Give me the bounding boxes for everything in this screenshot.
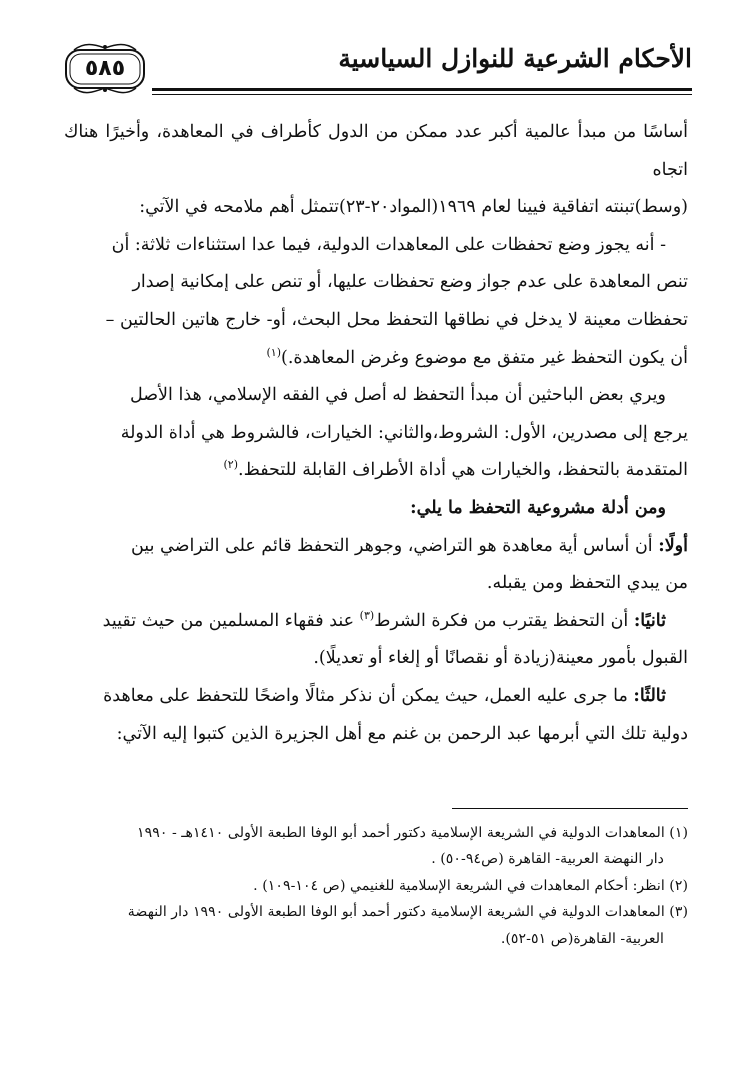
list-label: ثالثًا: [633, 685, 666, 706]
page-header [60, 38, 692, 100]
list-label: أولًا: [658, 535, 688, 556]
text-span: أن التحفظ يقترب من فكرة الشرط [374, 610, 634, 631]
text-line: ويري بعض الباحثين أن مبدأ التحفظ له أصل في الفقه الإسلامي، هذا الأصل [129, 385, 666, 406]
header-divider [152, 88, 692, 91]
text-line: أساسًا من مبدأ عالمية أكبر عدد ممكن من الدول كأطراف في المعاهدة، وأخيرًا هناك اتجاه [64, 122, 688, 180]
text-line: - أنه يجوز وضع تحفظات على المعاهدات الدولية، فيما عدا استثناءات ثلاثة: أن [111, 234, 666, 255]
footnote-ref: (٢) [223, 458, 239, 472]
footnote-continuation: دار النهضة العربية- القاهرة (ص٩٤-٥٠) . [431, 851, 664, 868]
text-line: دولية تلك التي أبرمها عبد الرحمن بن غنم مع أهل الجزيرة الذين كتبوا إليه الآتي: [116, 723, 688, 744]
text-span: أن أساس أية معاهدة هو التراضي، وجوهر التحفظ قائم على التراضي بين [130, 535, 659, 556]
text-line [64, 528, 688, 566]
text-line: تنص المعاهدة على عدم جواز وضع تحفظات عليها، أو تنص على إمكانية إصدار [132, 272, 688, 293]
text-line [64, 678, 688, 716]
footnotes [64, 820, 688, 952]
text-span: ما جرى عليه العمل، حيث يمكن أن نذكر مثالًا واضحًا للتحفظ على معاهدة [103, 685, 634, 706]
page-number-badge [60, 42, 150, 94]
text-line [64, 603, 688, 641]
footnote-continuation: العربية- القاهرة(ص ٥١-٥٢). [500, 930, 664, 947]
page-number: ٥٨٥ [84, 56, 126, 81]
header-divider-thin [152, 94, 692, 95]
heading-text: ومن أدلة مشروعية التحفظ ما يلي: [410, 497, 666, 518]
footnote: (١) المعاهدات الدولية في الشريعة الإسلامية دكتور أحمد أبو الوفا الطبعة الأولى ١٤١٠هـ - ١٩٩٠ [137, 825, 688, 841]
section-heading [64, 490, 688, 528]
text-line [64, 340, 688, 378]
footnote-ref: (٣) [359, 608, 375, 622]
text-line: من يبدي التحفظ ومن يقبله. [486, 573, 688, 594]
text-span: المتقدمة بالتحفظ، والخيارات هي أداة الأطراف القابلة للتحفظ. [238, 460, 688, 481]
list-label: ثانيًا: [633, 610, 666, 631]
footnote-divider [452, 808, 688, 809]
footnote-ref: (١) [266, 345, 281, 359]
text-line: تحفظات معينة لا يدخل في نطاقها التحفظ محل البحث، أو- خارج هاتين الحالتين – [105, 309, 688, 330]
footnote: (٢) انظر: أحكام المعاهدات في الشريعة الإسلامية للغنيمي (ص ١٠٤-١٠٩) . [253, 877, 688, 894]
text-span: أن يكون التحفظ غير متفق مع موضوع وغرض المعاهدة.) [281, 347, 688, 368]
text-line [64, 452, 688, 490]
text-span: عند فقهاء المسلمين من حيث تقييد [102, 610, 360, 631]
footnote: (٣) المعاهدات الدولية في الشريعة الإسلامية دكتور أحمد أبو الوفا الطبعة الأولى ١٩٩٠ دار النهضة [127, 904, 688, 921]
running-title: الأحكام الشرعية للنوازل السياسية [338, 44, 692, 73]
text-line: (وسط)تبنته اتفاقية فيينا لعام ١٩٦٩(المواد٢٠-٢٣)تتمثل أهم ملامحه في الآتي: [139, 197, 688, 218]
text-line: القبول بأمور معينة(زيادة أو نقصانًا أو إلغاء أو تعديلًا). [313, 648, 688, 669]
text-line: يرجع إلى مصدرين، الأول: الشروط،والثاني: الخيارات، فالشروط هي أداة الدولة [120, 422, 688, 443]
main-text [64, 114, 688, 753]
